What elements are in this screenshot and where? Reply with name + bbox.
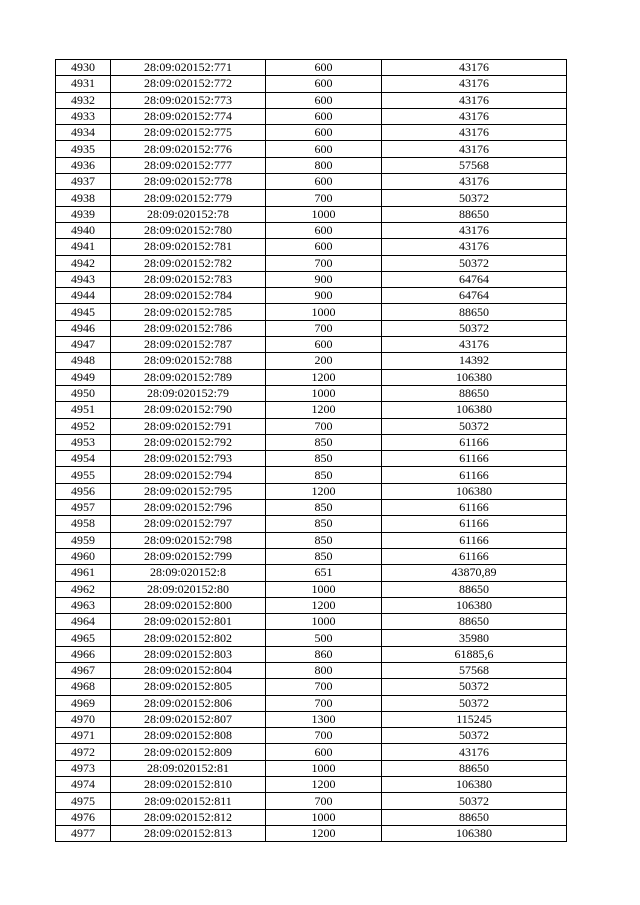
cadastral-number-cell: 28:09:020152:795 bbox=[111, 483, 266, 499]
value-cell: 88650 bbox=[382, 760, 567, 776]
table-row bbox=[56, 793, 567, 809]
value-cell: 61166 bbox=[382, 532, 567, 548]
area-cell: 600 bbox=[266, 76, 382, 92]
row-number-cell: 4931 bbox=[56, 76, 111, 92]
cadastral-number-cell: 28:09:020152:783 bbox=[111, 271, 266, 287]
value-cell: 106380 bbox=[382, 825, 567, 841]
cadastral-number-cell: 28:09:020152:786 bbox=[111, 320, 266, 336]
table-row bbox=[56, 60, 567, 76]
row-number-cell: 4960 bbox=[56, 548, 111, 564]
cadastral-number-cell: 28:09:020152:813 bbox=[111, 825, 266, 841]
area-cell: 200 bbox=[266, 353, 382, 369]
table-row bbox=[56, 402, 567, 418]
value-cell: 88650 bbox=[382, 809, 567, 825]
table-row bbox=[56, 646, 567, 662]
table-row bbox=[56, 337, 567, 353]
area-cell: 600 bbox=[266, 125, 382, 141]
area-cell: 860 bbox=[266, 646, 382, 662]
row-number-cell: 4956 bbox=[56, 483, 111, 499]
area-cell: 600 bbox=[266, 174, 382, 190]
value-cell: 106380 bbox=[382, 369, 567, 385]
row-number-cell: 4952 bbox=[56, 418, 111, 434]
cadastral-number-cell: 28:09:020152:802 bbox=[111, 630, 266, 646]
row-number-cell: 4966 bbox=[56, 646, 111, 662]
value-cell: 61166 bbox=[382, 548, 567, 564]
row-number-cell: 4957 bbox=[56, 500, 111, 516]
table-row bbox=[56, 679, 567, 695]
value-cell: 106380 bbox=[382, 402, 567, 418]
area-cell: 1000 bbox=[266, 304, 382, 320]
value-cell: 88650 bbox=[382, 614, 567, 630]
value-cell: 43176 bbox=[382, 125, 567, 141]
value-cell: 61166 bbox=[382, 434, 567, 450]
table-row bbox=[56, 108, 567, 124]
cadastral-number-cell: 28:09:020152:780 bbox=[111, 222, 266, 238]
area-cell: 850 bbox=[266, 500, 382, 516]
area-cell: 1000 bbox=[266, 614, 382, 630]
table-body bbox=[56, 60, 567, 842]
cadastral-number-cell: 28:09:020152:776 bbox=[111, 141, 266, 157]
cadastral-number-cell: 28:09:020152:771 bbox=[111, 60, 266, 76]
row-number-cell: 4937 bbox=[56, 174, 111, 190]
table-row bbox=[56, 369, 567, 385]
value-cell: 50372 bbox=[382, 320, 567, 336]
cadastral-number-cell: 28:09:020152:787 bbox=[111, 337, 266, 353]
area-cell: 900 bbox=[266, 288, 382, 304]
area-cell: 1000 bbox=[266, 206, 382, 222]
table-row bbox=[56, 288, 567, 304]
value-cell: 43176 bbox=[382, 239, 567, 255]
area-cell: 850 bbox=[266, 451, 382, 467]
cadastral-number-cell: 28:09:020152:800 bbox=[111, 597, 266, 613]
table-row bbox=[56, 157, 567, 173]
row-number-cell: 4938 bbox=[56, 190, 111, 206]
value-cell: 43176 bbox=[382, 92, 567, 108]
cadastral-number-cell: 28:09:020152:8 bbox=[111, 565, 266, 581]
area-cell: 850 bbox=[266, 532, 382, 548]
cadastral-number-cell: 28:09:020152:804 bbox=[111, 662, 266, 678]
area-cell: 600 bbox=[266, 92, 382, 108]
row-number-cell: 4955 bbox=[56, 467, 111, 483]
row-number-cell: 4932 bbox=[56, 92, 111, 108]
value-cell: 88650 bbox=[382, 304, 567, 320]
table-row bbox=[56, 532, 567, 548]
value-cell: 50372 bbox=[382, 255, 567, 271]
value-cell: 43176 bbox=[382, 174, 567, 190]
value-cell: 50372 bbox=[382, 190, 567, 206]
area-cell: 600 bbox=[266, 108, 382, 124]
cadastral-number-cell: 28:09:020152:805 bbox=[111, 679, 266, 695]
cadastral-number-cell: 28:09:020152:774 bbox=[111, 108, 266, 124]
row-number-cell: 4953 bbox=[56, 434, 111, 450]
value-cell: 61166 bbox=[382, 451, 567, 467]
area-cell: 1300 bbox=[266, 711, 382, 727]
value-cell: 43870,89 bbox=[382, 565, 567, 581]
value-cell: 43176 bbox=[382, 744, 567, 760]
table-row bbox=[56, 500, 567, 516]
area-cell: 700 bbox=[266, 320, 382, 336]
row-number-cell: 4951 bbox=[56, 402, 111, 418]
area-cell: 850 bbox=[266, 467, 382, 483]
cadastral-number-cell: 28:09:020152:782 bbox=[111, 255, 266, 271]
table-row bbox=[56, 76, 567, 92]
cadastral-number-cell: 28:09:020152:772 bbox=[111, 76, 266, 92]
table-row bbox=[56, 483, 567, 499]
table-row bbox=[56, 565, 567, 581]
value-cell: 64764 bbox=[382, 271, 567, 287]
value-cell: 106380 bbox=[382, 777, 567, 793]
value-cell: 43176 bbox=[382, 108, 567, 124]
area-cell: 1200 bbox=[266, 402, 382, 418]
cadastral-number-cell: 28:09:020152:790 bbox=[111, 402, 266, 418]
table-row bbox=[56, 451, 567, 467]
cadastral-data-table bbox=[55, 59, 567, 842]
area-cell: 500 bbox=[266, 630, 382, 646]
cadastral-number-cell: 28:09:020152:808 bbox=[111, 728, 266, 744]
value-cell: 43176 bbox=[382, 141, 567, 157]
row-number-cell: 4962 bbox=[56, 581, 111, 597]
value-cell: 88650 bbox=[382, 581, 567, 597]
cadastral-number-cell: 28:09:020152:78 bbox=[111, 206, 266, 222]
cadastral-number-cell: 28:09:020152:785 bbox=[111, 304, 266, 320]
cadastral-number-cell: 28:09:020152:80 bbox=[111, 581, 266, 597]
table-row bbox=[56, 222, 567, 238]
table-row bbox=[56, 695, 567, 711]
area-cell: 1200 bbox=[266, 777, 382, 793]
row-number-cell: 4936 bbox=[56, 157, 111, 173]
table-row bbox=[56, 174, 567, 190]
table-row bbox=[56, 190, 567, 206]
area-cell: 1000 bbox=[266, 581, 382, 597]
row-number-cell: 4959 bbox=[56, 532, 111, 548]
value-cell: 88650 bbox=[382, 206, 567, 222]
table-row bbox=[56, 206, 567, 222]
row-number-cell: 4935 bbox=[56, 141, 111, 157]
area-cell: 700 bbox=[266, 793, 382, 809]
cadastral-number-cell: 28:09:020152:801 bbox=[111, 614, 266, 630]
table-row bbox=[56, 467, 567, 483]
cadastral-number-cell: 28:09:020152:796 bbox=[111, 500, 266, 516]
row-number-cell: 4945 bbox=[56, 304, 111, 320]
table-row bbox=[56, 760, 567, 776]
area-cell: 800 bbox=[266, 157, 382, 173]
row-number-cell: 4930 bbox=[56, 60, 111, 76]
cadastral-number-cell: 28:09:020152:792 bbox=[111, 434, 266, 450]
row-number-cell: 4940 bbox=[56, 222, 111, 238]
table-row bbox=[56, 548, 567, 564]
table-row bbox=[56, 353, 567, 369]
area-cell: 600 bbox=[266, 222, 382, 238]
row-number-cell: 4963 bbox=[56, 597, 111, 613]
table-row bbox=[56, 418, 567, 434]
table-row bbox=[56, 662, 567, 678]
table-row bbox=[56, 630, 567, 646]
value-cell: 106380 bbox=[382, 597, 567, 613]
value-cell: 43176 bbox=[382, 76, 567, 92]
table-row bbox=[56, 711, 567, 727]
value-cell: 35980 bbox=[382, 630, 567, 646]
cadastral-number-cell: 28:09:020152:809 bbox=[111, 744, 266, 760]
cadastral-number-cell: 28:09:020152:784 bbox=[111, 288, 266, 304]
area-cell: 700 bbox=[266, 679, 382, 695]
cadastral-number-cell: 28:09:020152:773 bbox=[111, 92, 266, 108]
row-number-cell: 4950 bbox=[56, 385, 111, 401]
table-row bbox=[56, 516, 567, 532]
table-row bbox=[56, 614, 567, 630]
area-cell: 850 bbox=[266, 434, 382, 450]
cadastral-number-cell: 28:09:020152:811 bbox=[111, 793, 266, 809]
area-cell: 1000 bbox=[266, 385, 382, 401]
row-number-cell: 4941 bbox=[56, 239, 111, 255]
value-cell: 50372 bbox=[382, 728, 567, 744]
cadastral-number-cell: 28:09:020152:794 bbox=[111, 467, 266, 483]
area-cell: 700 bbox=[266, 418, 382, 434]
row-number-cell: 4971 bbox=[56, 728, 111, 744]
value-cell: 50372 bbox=[382, 418, 567, 434]
table-row bbox=[56, 92, 567, 108]
row-number-cell: 4974 bbox=[56, 777, 111, 793]
value-cell: 61885,6 bbox=[382, 646, 567, 662]
area-cell: 700 bbox=[266, 255, 382, 271]
value-cell: 115245 bbox=[382, 711, 567, 727]
row-number-cell: 4948 bbox=[56, 353, 111, 369]
cadastral-number-cell: 28:09:020152:793 bbox=[111, 451, 266, 467]
cadastral-number-cell: 28:09:020152:788 bbox=[111, 353, 266, 369]
row-number-cell: 4944 bbox=[56, 288, 111, 304]
row-number-cell: 4969 bbox=[56, 695, 111, 711]
row-number-cell: 4975 bbox=[56, 793, 111, 809]
cadastral-number-cell: 28:09:020152:777 bbox=[111, 157, 266, 173]
cadastral-number-cell: 28:09:020152:803 bbox=[111, 646, 266, 662]
value-cell: 43176 bbox=[382, 60, 567, 76]
row-number-cell: 4946 bbox=[56, 320, 111, 336]
area-cell: 1000 bbox=[266, 760, 382, 776]
row-number-cell: 4970 bbox=[56, 711, 111, 727]
area-cell: 1200 bbox=[266, 369, 382, 385]
row-number-cell: 4973 bbox=[56, 760, 111, 776]
table-row bbox=[56, 825, 567, 841]
table-row bbox=[56, 255, 567, 271]
cadastral-number-cell: 28:09:020152:807 bbox=[111, 711, 266, 727]
row-number-cell: 4934 bbox=[56, 125, 111, 141]
row-number-cell: 4965 bbox=[56, 630, 111, 646]
cadastral-number-cell: 28:09:020152:791 bbox=[111, 418, 266, 434]
cadastral-number-cell: 28:09:020152:775 bbox=[111, 125, 266, 141]
value-cell: 61166 bbox=[382, 467, 567, 483]
row-number-cell: 4976 bbox=[56, 809, 111, 825]
area-cell: 700 bbox=[266, 728, 382, 744]
cadastral-number-cell: 28:09:020152:779 bbox=[111, 190, 266, 206]
row-number-cell: 4977 bbox=[56, 825, 111, 841]
value-cell: 57568 bbox=[382, 157, 567, 173]
table-row bbox=[56, 239, 567, 255]
cadastral-number-cell: 28:09:020152:81 bbox=[111, 760, 266, 776]
row-number-cell: 4968 bbox=[56, 679, 111, 695]
area-cell: 651 bbox=[266, 565, 382, 581]
value-cell: 57568 bbox=[382, 662, 567, 678]
cadastral-number-cell: 28:09:020152:799 bbox=[111, 548, 266, 564]
area-cell: 850 bbox=[266, 516, 382, 532]
table-row bbox=[56, 141, 567, 157]
cadastral-number-cell: 28:09:020152:806 bbox=[111, 695, 266, 711]
cadastral-number-cell: 28:09:020152:79 bbox=[111, 385, 266, 401]
cadastral-number-cell: 28:09:020152:789 bbox=[111, 369, 266, 385]
value-cell: 43176 bbox=[382, 337, 567, 353]
area-cell: 600 bbox=[266, 337, 382, 353]
row-number-cell: 4947 bbox=[56, 337, 111, 353]
value-cell: 14392 bbox=[382, 353, 567, 369]
table-row bbox=[56, 304, 567, 320]
cadastral-number-cell: 28:09:020152:781 bbox=[111, 239, 266, 255]
area-cell: 1000 bbox=[266, 809, 382, 825]
table-row bbox=[56, 385, 567, 401]
row-number-cell: 4958 bbox=[56, 516, 111, 532]
row-number-cell: 4967 bbox=[56, 662, 111, 678]
table-row bbox=[56, 809, 567, 825]
area-cell: 1200 bbox=[266, 597, 382, 613]
value-cell: 43176 bbox=[382, 222, 567, 238]
table-row bbox=[56, 320, 567, 336]
table-row bbox=[56, 728, 567, 744]
area-cell: 1200 bbox=[266, 483, 382, 499]
value-cell: 88650 bbox=[382, 385, 567, 401]
table-row bbox=[56, 744, 567, 760]
value-cell: 50372 bbox=[382, 695, 567, 711]
row-number-cell: 4954 bbox=[56, 451, 111, 467]
area-cell: 1200 bbox=[266, 825, 382, 841]
value-cell: 50372 bbox=[382, 793, 567, 809]
area-cell: 850 bbox=[266, 548, 382, 564]
cadastral-number-cell: 28:09:020152:798 bbox=[111, 532, 266, 548]
area-cell: 600 bbox=[266, 141, 382, 157]
area-cell: 600 bbox=[266, 239, 382, 255]
area-cell: 700 bbox=[266, 695, 382, 711]
row-number-cell: 4943 bbox=[56, 271, 111, 287]
value-cell: 64764 bbox=[382, 288, 567, 304]
row-number-cell: 4964 bbox=[56, 614, 111, 630]
cadastral-number-cell: 28:09:020152:810 bbox=[111, 777, 266, 793]
area-cell: 700 bbox=[266, 190, 382, 206]
area-cell: 600 bbox=[266, 60, 382, 76]
area-cell: 800 bbox=[266, 662, 382, 678]
value-cell: 61166 bbox=[382, 500, 567, 516]
cadastral-number-cell: 28:09:020152:797 bbox=[111, 516, 266, 532]
table-row bbox=[56, 777, 567, 793]
area-cell: 900 bbox=[266, 271, 382, 287]
row-number-cell: 4961 bbox=[56, 565, 111, 581]
value-cell: 106380 bbox=[382, 483, 567, 499]
table-row bbox=[56, 581, 567, 597]
cadastral-number-cell: 28:09:020152:812 bbox=[111, 809, 266, 825]
row-number-cell: 4972 bbox=[56, 744, 111, 760]
table-row bbox=[56, 271, 567, 287]
table-row bbox=[56, 434, 567, 450]
row-number-cell: 4949 bbox=[56, 369, 111, 385]
row-number-cell: 4939 bbox=[56, 206, 111, 222]
area-cell: 600 bbox=[266, 744, 382, 760]
table-row bbox=[56, 597, 567, 613]
row-number-cell: 4942 bbox=[56, 255, 111, 271]
table-row bbox=[56, 125, 567, 141]
row-number-cell: 4933 bbox=[56, 108, 111, 124]
value-cell: 50372 bbox=[382, 679, 567, 695]
cadastral-number-cell: 28:09:020152:778 bbox=[111, 174, 266, 190]
value-cell: 61166 bbox=[382, 516, 567, 532]
